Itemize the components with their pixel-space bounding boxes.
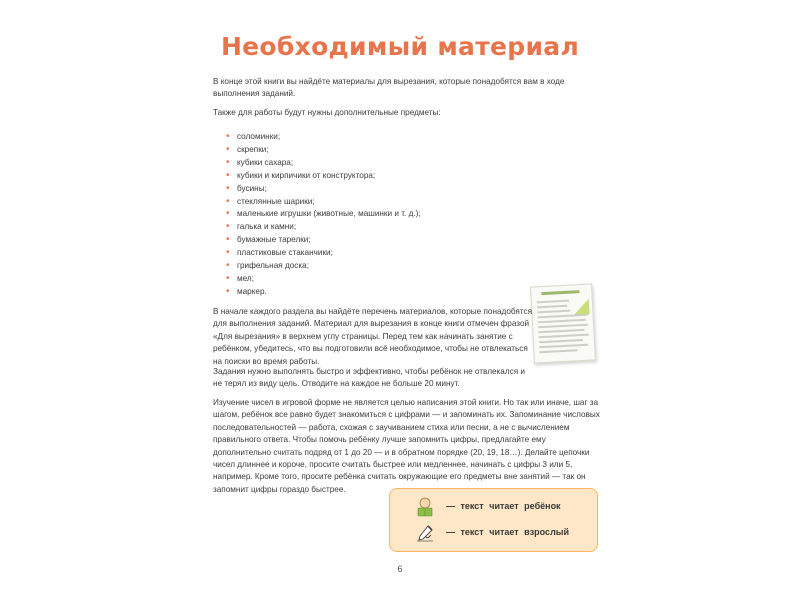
list-item: • мел; xyxy=(226,273,421,286)
materials-list xyxy=(226,131,421,299)
legend-child-label: — текст читает ребёнок xyxy=(446,501,561,511)
list-item: • соломинки; xyxy=(226,131,421,144)
list-item: • галька и камни; xyxy=(226,221,421,234)
list-item: • кубики и кирпичики от конструктора; xyxy=(226,170,421,183)
page-title: Необходимый материал xyxy=(220,32,580,61)
speed-paragraph: Задания нужно выполнять быстро и эффективно, чтобы ребёнок не отвлекался и не терял из виду цель. Отводите на каждое не больше 20 минут. xyxy=(213,367,526,389)
list-item: • скрепки; xyxy=(226,144,421,157)
sections-paragraph: В начале каждого раздела вы найдёте перечень материалов, которые понадобятся для выполнения заданий. Материал для вырезания в конце книги отмечен фразой «Для вырезания» в верхнем углу страницы. Перед тем как начинать занятие с ребёнком, убедитесь, что вы подготовили всё необходимое, чтобы не отвлекаться на поиски во время работы. xyxy=(213,307,533,366)
also-needed-paragraph: Также для работы будут нужны дополнительные предметы: xyxy=(213,108,441,117)
page-number: 6 xyxy=(397,564,403,574)
list-item: • грифельная доска; xyxy=(226,260,421,273)
reading-legend xyxy=(389,488,598,552)
legend-adult-row xyxy=(390,520,597,546)
list-item: • стеклянные шарики; xyxy=(226,196,421,209)
child-reading-icon xyxy=(414,496,436,518)
adult-writing-icon xyxy=(414,522,436,544)
page-thumbnail-illustration xyxy=(530,283,596,363)
legend-adult-label: — текст читает взрослый xyxy=(446,527,570,537)
legend-child-row xyxy=(390,494,597,520)
list-item: • бусины; xyxy=(226,183,421,196)
list-item: • пластиковые стаканчики; xyxy=(226,247,421,260)
list-item: • бумажные тарелки; xyxy=(226,234,421,247)
intro-paragraph: В конце этой книги вы найдёте материалы для вырезания, которые понадобятся вам в ходе выполнения заданий. xyxy=(213,77,565,99)
numbers-paragraph: Изучение чисел в игровой форме не является целью написания этой книги. Но так или иначе, шаг за шагом, ребёнок все равно будет знакомиться с цифрами — и запоминать их. Запоминание числовых последовательностей — работа, схожая с заучиванием стиха или песни, а не с вычислением правильного ответа. Чтобы помочь ребёнку лучше запомнить цифры, предлагайте ему дополнительно считать подряд от 1 до 20 — и в обратном порядке (20, 19, 18…). Делайте цепочки чисел длиннее и короче, просите считать быстрее или медленнее, начинать с цифры 3 или 5, например. Кроме того, просите ребёнка считать окружающие его предметы вне занятий — так он запомнит цифры гораздо быстрее. xyxy=(213,398,600,494)
list-item: • маркер. xyxy=(226,286,421,299)
list-item: • кубики сахара; xyxy=(226,157,421,170)
list-item: • маленькие игрушки (животные, машинки и т. д.); xyxy=(226,208,421,221)
